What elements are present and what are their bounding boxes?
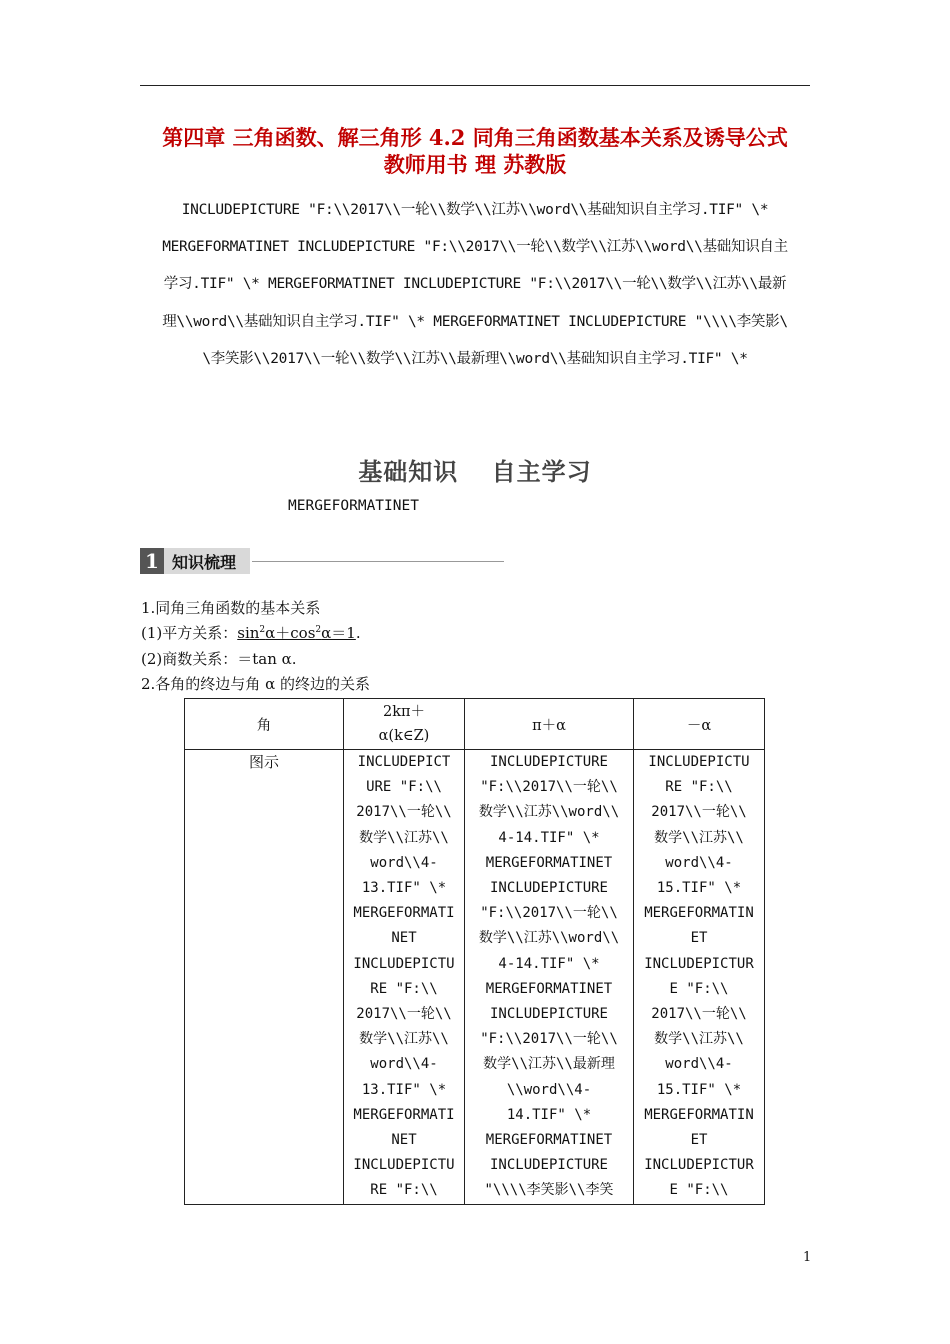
cell-line: 2017\\一轮\\ [356, 1006, 452, 1023]
cell-line: 13.TIF" \* [361, 880, 447, 897]
cell-line: 数学\\江苏\\ [359, 1031, 449, 1048]
cell-line: 2017\\一轮\\ [356, 804, 452, 821]
section-label: 知识梳理 [164, 548, 250, 574]
table-header-neg: －α [634, 699, 765, 750]
cell-line: 2017\\一轮\\ [651, 1006, 747, 1023]
table-cell-col2 [465, 750, 634, 1205]
banner-right: 自主学习 [491, 458, 592, 486]
cell-line: 4-14.TIF" \* [498, 955, 600, 972]
square-relation [237, 624, 356, 642]
angle-relation-table [184, 698, 765, 1205]
page-number: 1 [803, 1250, 812, 1265]
merge-format-tail: MERGEFORMATINET [288, 498, 419, 514]
section-number: 1 [140, 548, 164, 574]
table-cell-col3 [634, 750, 765, 1205]
table-row-label: 图示 [185, 750, 344, 1205]
cell-line: E "F:\\ [669, 980, 729, 997]
header-rule [140, 85, 810, 86]
document-title-line-2: 教师用书 理 苏教版 [383, 152, 567, 177]
period: . [355, 624, 361, 642]
cell-line: MERGEFORMATIN [644, 1106, 754, 1123]
cell-line: MERGEFORMATINET [485, 854, 613, 871]
cell-line: 数学\\江苏\\ [359, 829, 449, 846]
cell-line: 数学\\江苏\\最新理 [483, 1056, 615, 1073]
cos-text: α＋cos [265, 624, 316, 642]
item-1: 1.同角三角函数的基本关系 [141, 599, 321, 617]
cell-line: word\\4- [665, 1056, 733, 1073]
cell-line: 15.TIF" \* [656, 1081, 742, 1098]
cell-line: \\word\\4- [506, 1081, 592, 1098]
table-cell-col1 [344, 750, 465, 1205]
cell-line: E "F:\\ [669, 1182, 729, 1199]
cell-line: INCLUDEPICTURE [489, 1006, 608, 1023]
section-banner [140, 452, 810, 487]
equals-one: α＝1 [321, 624, 356, 642]
field-code-line: MERGEFORMATINET INCLUDEPICTURE "F:\\2017\\一轮\\数学\\江苏\\word\\基础知识自主 [162, 239, 788, 255]
cell-line: "F:\\2017\\一轮\\ [480, 1031, 618, 1048]
item-1a-prefix: (1)平方关系： [141, 624, 238, 642]
cell-line: ET [690, 1132, 708, 1149]
cell-line: INCLUDEPICTURE [489, 880, 608, 897]
item-1b: (2)商数关系：＝tan α. [141, 650, 297, 668]
cell-line: MERGEFORMATIN [644, 905, 754, 922]
cell-line: 15.TIF" \* [656, 880, 742, 897]
table-header-angle: 角 [185, 699, 344, 750]
cell-line: MERGEFORMATINET [485, 980, 613, 997]
cell-line: 数学\\江苏\\ [654, 1031, 744, 1048]
cell-line: "F:\\2017\\一轮\\ [480, 779, 618, 796]
cell-line: RE "F:\\ [665, 779, 733, 796]
cell-line: word\\4- [370, 1056, 438, 1073]
cell-line: 4-14.TIF" \* [498, 829, 600, 846]
cell-line: INCLUDEPICT [357, 754, 451, 770]
document-title-line-1: 第四章 三角函数、解三角形 4.2 同角三角函数基本关系及诱导公式 [162, 125, 788, 150]
field-code-line: 理\\word\\基础知识自主学习.TIF" \* MERGEFORMATINET INCLUDEPICTURE "\\\\李笑影\ [162, 314, 788, 330]
cell-line: INCLUDEPICTU [648, 754, 750, 770]
banner-left: 基础知识 [358, 458, 459, 486]
cell-line: "\\\\李笑影\\李笑 [484, 1182, 614, 1199]
cell-line: URE "F:\\ [366, 779, 442, 796]
cell-line: MERGEFORMATI [353, 905, 455, 922]
cell-line: INCLUDEPICTURE [489, 754, 608, 770]
cell-line: INCLUDEPICTU [353, 955, 455, 972]
cell-line: RE "F:\\ [370, 1182, 438, 1199]
section-rule [252, 561, 504, 562]
cell-line: word\\4- [370, 854, 438, 871]
field-code-line: INCLUDEPICTURE "F:\\2017\\一轮\\数学\\江苏\\word\\基础知识自主学习.TIF" \* [181, 202, 769, 218]
item-1a [141, 622, 361, 643]
cell-line: 14.TIF" \* [506, 1106, 592, 1123]
section-heading [140, 548, 504, 574]
cell-line: 数学\\江苏\\word\\ [478, 804, 620, 821]
exp-2: 2 [315, 625, 322, 635]
item-2: 2.各角的终边与角 α 的终边的关系 [141, 675, 370, 693]
cell-line: 数学\\江苏\\ [654, 829, 744, 846]
cell-line: ET [690, 930, 708, 947]
cell-line: INCLUDEPICTUR [644, 955, 754, 972]
field-code-line: \李笑影\\2017\\一轮\\数学\\江苏\\最新理\\word\\基础知识自主学习.TIF" \* [202, 351, 748, 367]
cell-line: NET [391, 1132, 417, 1149]
table-header-2kpi: 2kπ＋ α(k∈Z) [344, 699, 465, 750]
field-code-line: 学习.TIF" \* MERGEFORMATINET INCLUDEPICTURE "F:\\2017\\一轮\\数学\\江苏\\最新 [163, 276, 787, 292]
cell-line: 13.TIF" \* [361, 1081, 447, 1098]
table-header-pi-plus: π＋α [465, 699, 634, 750]
cell-line: word\\4- [665, 854, 733, 871]
cell-line: 数学\\江苏\\word\\ [478, 930, 620, 947]
cell-line: "F:\\2017\\一轮\\ [480, 905, 618, 922]
cell-line: NET [391, 930, 417, 947]
cell-line: INCLUDEPICTUR [644, 1157, 754, 1174]
cell-line: MERGEFORMATI [353, 1106, 455, 1123]
cell-line: RE "F:\\ [370, 980, 438, 997]
cell-line: INCLUDEPICTU [353, 1157, 455, 1174]
sin-text: sin [237, 624, 260, 642]
exp-1: 2 [259, 625, 266, 635]
cell-line: MERGEFORMATINET [485, 1132, 613, 1149]
cell-line: INCLUDEPICTURE [489, 1157, 608, 1174]
cell-line: 2017\\一轮\\ [651, 804, 747, 821]
